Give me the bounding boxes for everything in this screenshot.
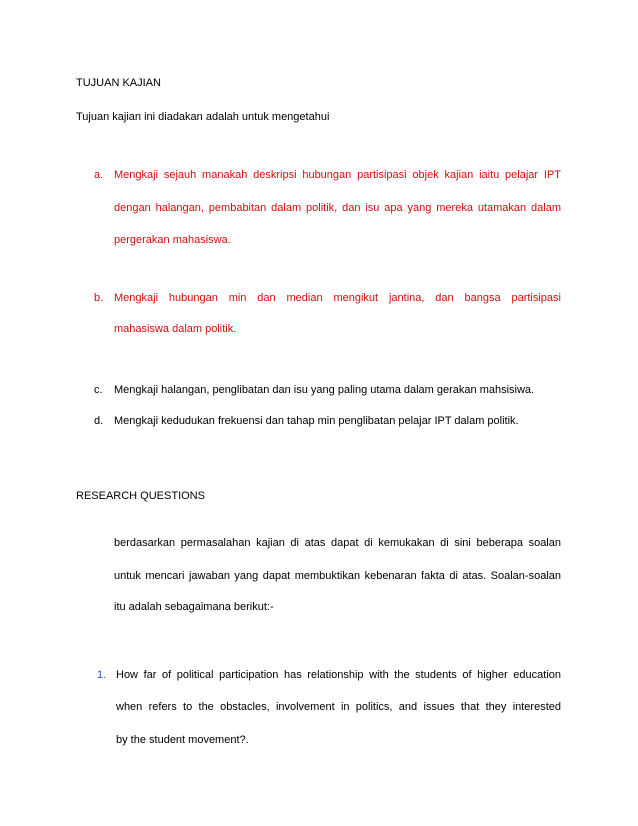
rq-intro-line-1: berdasarkan permasalahan kajian di atas dapat di kemukakan di sini beberapa soalan	[114, 537, 561, 549]
objective-a-line-1: Mengkaji sejauh manakah deskripsi hubungan partisipasi objek kajian iaitu pelajar IPT	[114, 169, 561, 181]
objective-marker-c: c.	[94, 384, 103, 396]
objective-c-line-1: Mengkaji halangan, penglibatan dan isu yang paling utama dalam gerakan mahsisiwa.	[114, 384, 535, 396]
question-marker-1: 1.	[97, 669, 107, 681]
objective-marker-d: d.	[94, 415, 104, 427]
objectives-intro: Tujuan kajian ini diadakan adalah untuk mengetahui	[76, 111, 330, 123]
question-1-line-1: How far of political participation has relationship with the students of higher education	[116, 669, 561, 681]
objective-marker-a: a.	[94, 169, 104, 181]
objective-marker-b: b.	[94, 292, 104, 304]
question-1-line-3: by the student movement?.	[116, 734, 249, 746]
rq-intro-line-3: itu adalah sebagaimana berikut:-	[114, 601, 274, 613]
objective-b-line-2: mahasiswa dalam politik.	[114, 323, 237, 335]
objective-b-line-1: Mengkaji hubungan min dan median mengikut jantina, dan bangsa partisipasi	[114, 292, 561, 304]
question-1-line-2: when refers to the obstacles, involvement in politics, and issues that they interested	[116, 701, 561, 713]
rq-intro-line-2: untuk mencari jawaban yang dapat membuktikan kebenaran fakta di atas. Soalan-soalan	[114, 570, 561, 582]
research-questions-heading: RESEARCH QUESTIONS	[76, 490, 205, 502]
objective-d-line-1: Mengkaji kedudukan frekuensi dan tahap min penglibatan pelajar IPT dalam politik.	[114, 415, 519, 427]
objectives-heading: TUJUAN KAJIAN	[76, 77, 161, 89]
objective-a-line-3: pergerakan mahasiswa.	[114, 234, 231, 246]
objective-a-line-2: dengan halangan, pembabitan dalam politik, dan isu apa yang mereka utamakan dalam	[114, 202, 561, 214]
